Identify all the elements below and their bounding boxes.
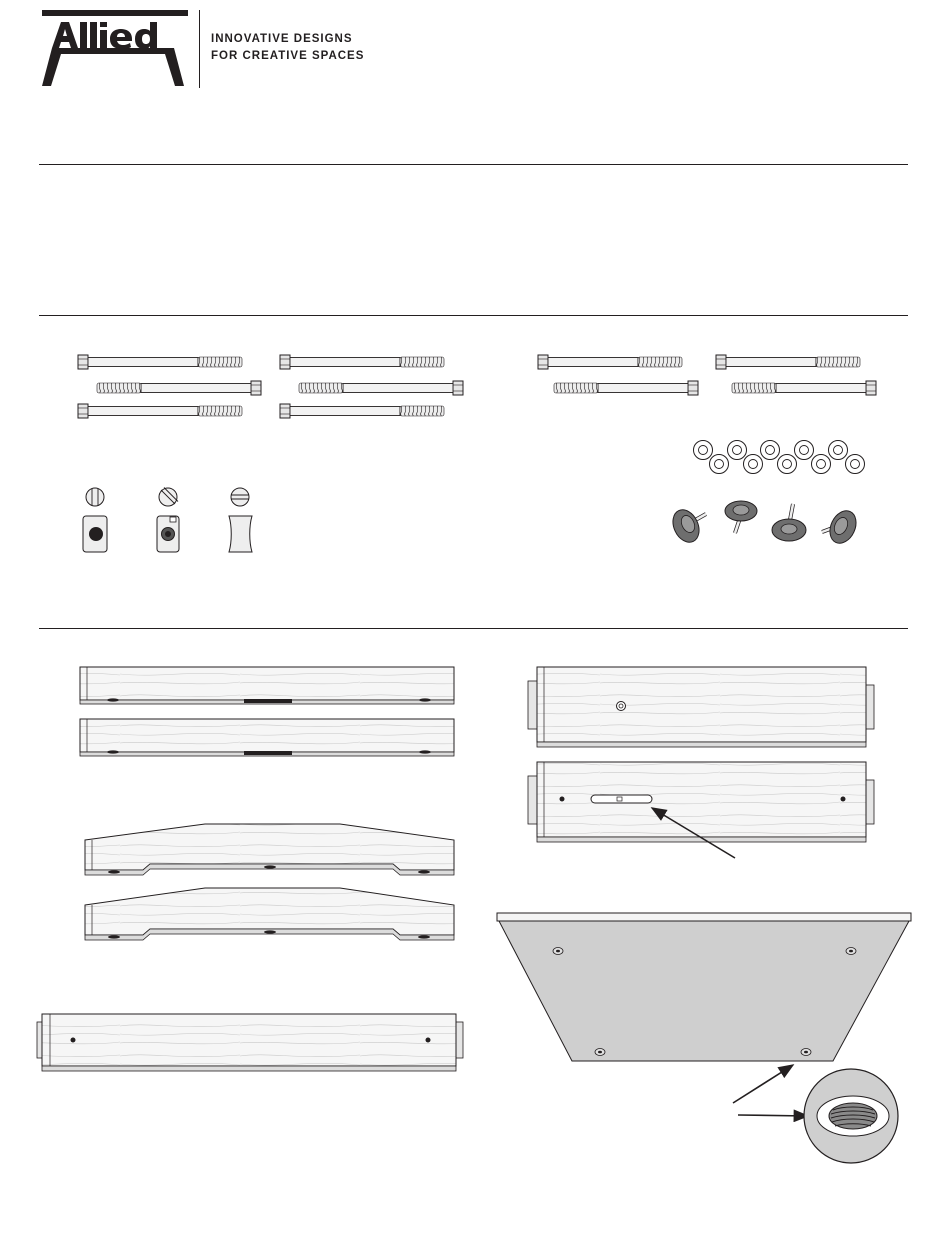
washer-icon <box>795 441 814 460</box>
short-rail <box>80 719 454 756</box>
barrel-nut-waisted-icon <box>229 488 252 552</box>
insert-callout-arrow <box>733 1065 793 1103</box>
leveling-feet <box>668 501 861 547</box>
washer-icon <box>829 441 848 460</box>
hex-bolt-short <box>554 381 698 395</box>
hex-bolt-long <box>78 404 242 418</box>
washer-icon <box>694 441 713 460</box>
washer-icon <box>744 455 763 474</box>
tagline-line-1: INNOVATIVE DESIGNS <box>211 33 353 45</box>
washer-icon <box>728 441 747 460</box>
washer-icon <box>761 441 780 460</box>
leveling-foot-icon <box>822 507 861 548</box>
leveling-foot-icon <box>725 501 757 533</box>
threaded-insert-icon <box>595 1049 605 1056</box>
washer-icon <box>778 455 797 474</box>
tagline-line-2: FOR CREATIVE SPACES <box>211 50 365 62</box>
bolt-group-small-1 <box>538 355 698 395</box>
hex-bolt-long <box>97 381 261 395</box>
leveling-foot-icon <box>668 506 706 547</box>
hex-bolt-short <box>538 355 682 369</box>
bolt-group-large-1 <box>78 355 261 418</box>
threaded-insert-icon <box>846 948 856 955</box>
washer-icon <box>710 455 729 474</box>
barrel-nut-slotted-icon <box>157 488 179 553</box>
short-rail <box>80 667 454 704</box>
insert-detail-arrow <box>738 1115 808 1116</box>
hex-bolt-long <box>299 381 463 395</box>
barrel-nut-round-icon <box>83 488 107 552</box>
long-rail <box>528 762 874 842</box>
long-rail <box>528 667 874 747</box>
barrel-nuts <box>83 488 252 553</box>
hex-bolt-long <box>78 355 242 369</box>
angled-rail <box>85 824 454 875</box>
hex-bolt-long <box>280 404 444 418</box>
hex-bolt-long <box>280 355 444 369</box>
tabletop-panel <box>497 913 911 1061</box>
hex-bolt-short <box>732 381 876 395</box>
bolt-group-large-2 <box>280 355 463 418</box>
threaded-insert-icon <box>801 1049 811 1056</box>
washer-icon <box>812 455 831 474</box>
washers <box>694 441 865 474</box>
long-rail <box>37 1014 463 1071</box>
angled-rail <box>85 888 454 940</box>
insert-detail-magnifier <box>804 1069 898 1163</box>
bolt-group-small-2 <box>716 355 876 395</box>
leveling-foot-icon <box>772 504 806 541</box>
threaded-insert-icon <box>553 948 563 955</box>
washer-icon <box>846 455 865 474</box>
hex-bolt-short <box>716 355 860 369</box>
